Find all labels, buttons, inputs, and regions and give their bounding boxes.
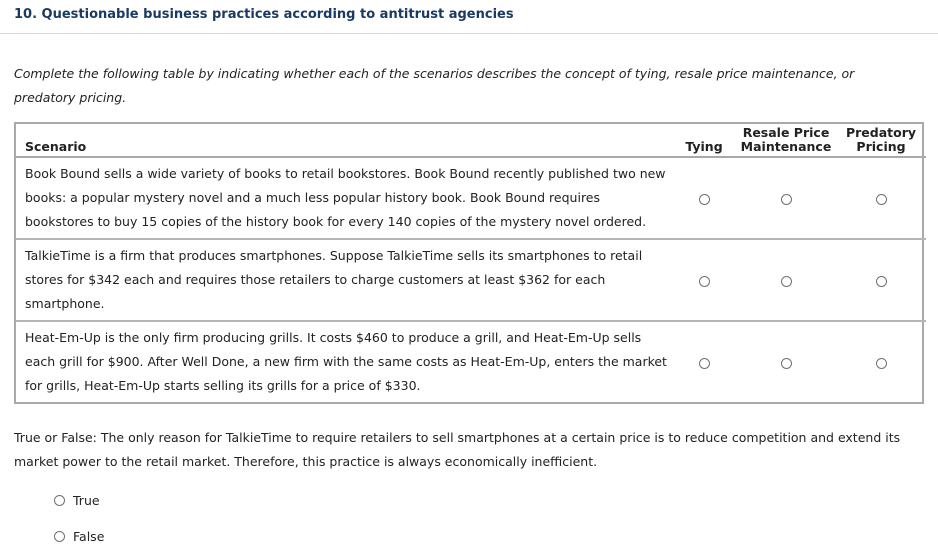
title-divider [0, 33, 938, 34]
scenario-text-heat-em-up: Heat-Em-Up is the only firm producing grills. It costs $460 to produce a grill, and Heat-Em-Up sells each grill for $900. After Well Done, a new firm with the same costs as Heat-Em-Up, enters the market for grills, Heat-Em-Up starts selling its grills for a price of $330. [25, 330, 667, 393]
option-true[interactable] [54, 493, 100, 508]
radio-talkietime-resale-price-maintenance[interactable] [781, 276, 792, 287]
radio-talkietime-tying[interactable] [699, 276, 710, 287]
option-false[interactable] [54, 529, 104, 544]
option-false-label: False [73, 529, 105, 544]
header-predatory-pricing [836, 124, 926, 157]
question-title: 10. Questionable business practices according to antitrust agencies [14, 7, 514, 22]
table-row [16, 321, 926, 402]
header-scenario: Scenario [16, 124, 672, 157]
table-header-row [16, 124, 926, 157]
header-predatory-line1: Predatory [845, 125, 917, 140]
header-tying: Tying [672, 124, 736, 157]
table-row [16, 157, 926, 239]
radio-heat-em-up-tying[interactable] [699, 358, 710, 369]
header-resale-line2: Maintenance [740, 139, 832, 154]
scenario-text-talkietime: TalkieTime is a firm that produces smartphones. Suppose TalkieTime sells its smartphones to retail stores for $342 each and requires those retailers to charge customers at least $362 for each smartphone. [16, 239, 672, 321]
scenario-table [16, 124, 926, 402]
header-predatory-line2: Pricing [856, 139, 906, 154]
radio-true[interactable] [54, 495, 65, 506]
radio-heat-em-up-predatory-pricing[interactable] [876, 358, 887, 369]
radio-book-bound-tying[interactable] [699, 194, 710, 205]
header-resale-line1: Resale Price [742, 125, 830, 140]
radio-heat-em-up-resale-price-maintenance[interactable] [781, 358, 792, 369]
true-false-question: True or False: The only reason for TalkieTime to require retailers to sell smartphones at a certain price is to reduce competition and extend its market power to the retail market. Therefore, this practice is always economically inefficient. [14, 430, 901, 469]
radio-false[interactable] [54, 531, 65, 542]
scenario-table-container [14, 122, 924, 404]
instructions-text: Complete the following table by indicating whether each of the scenarios describes the concept of tying, resale price maintenance, or predatory pricing. [14, 66, 855, 105]
header-resale-price-maintenance [736, 124, 836, 157]
radio-book-bound-resale-price-maintenance[interactable] [781, 194, 792, 205]
scenario-text-book-bound: Book Bound sells a wide variety of books to retail bookstores. Book Bound recently published two new books: a popular mystery novel and a much less popular history book. Book Bound requires bookstores to buy 15 copies of the history book for every 140 copies of the mystery novel ordered. [16, 157, 672, 239]
table-row [16, 239, 926, 321]
radio-talkietime-predatory-pricing[interactable] [876, 276, 887, 287]
radio-book-bound-predatory-pricing[interactable] [876, 194, 887, 205]
option-true-label: True [73, 493, 100, 508]
